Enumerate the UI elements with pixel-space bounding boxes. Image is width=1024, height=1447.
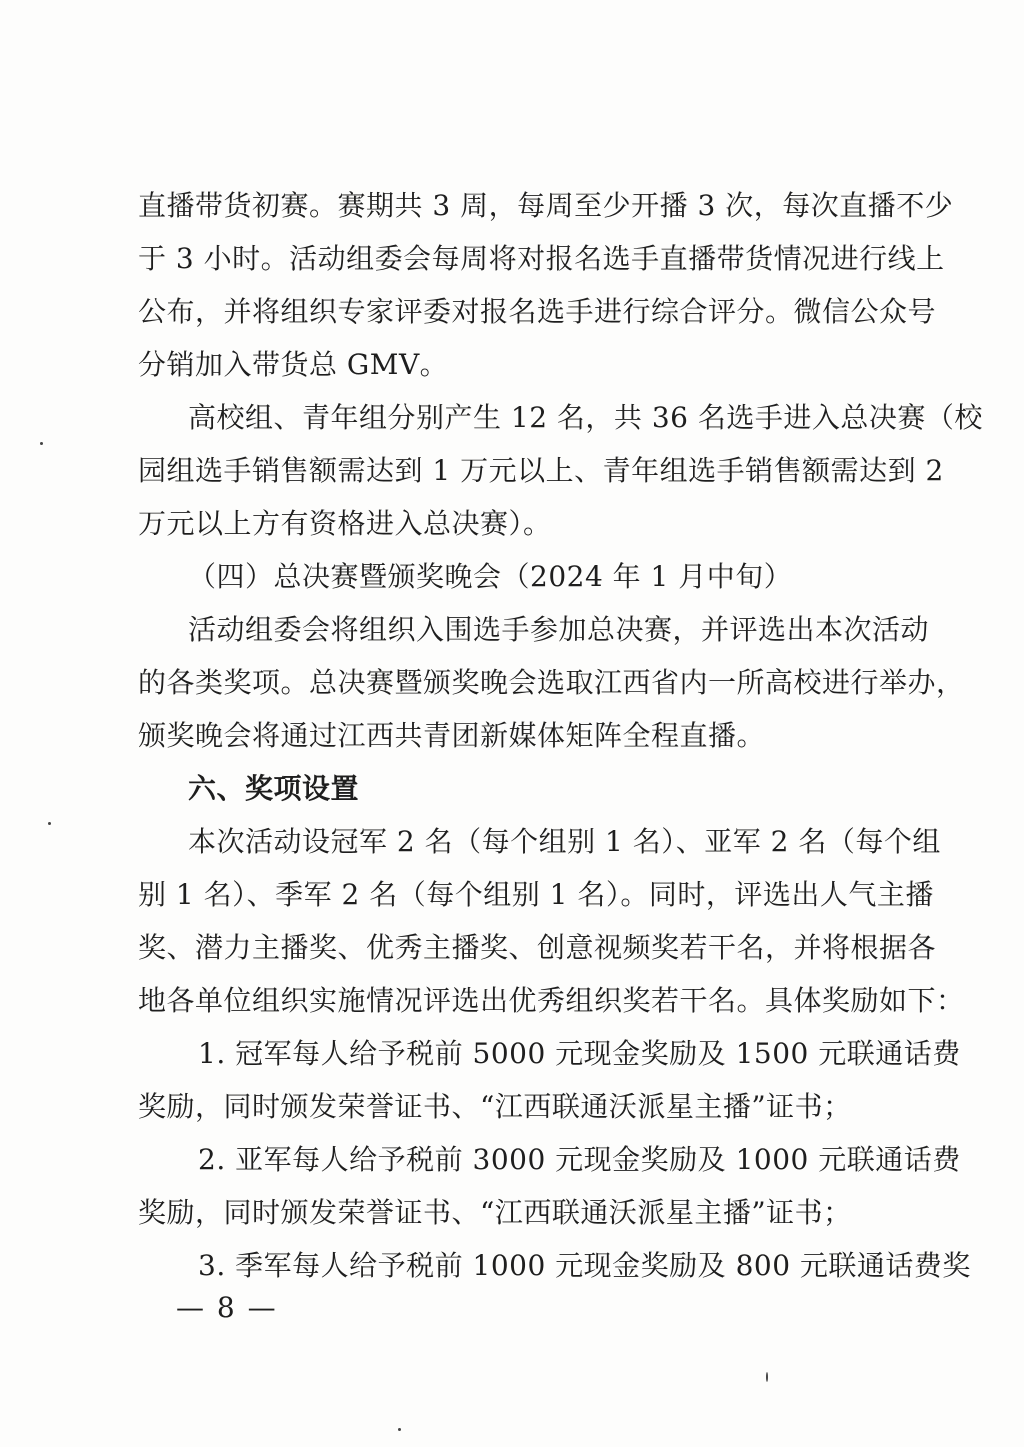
body-line-10: 的各类奖项。总决赛暨颁奖晚会选取江西省内一所高校进行举办，	[138, 666, 965, 699]
award-item-2-line-1: 2. 亚军每人给予税前 3000 元现金奖励及 1000 元联通话费	[198, 1143, 961, 1176]
body-line-14: 别 1 名）、季军 2 名（每个组别 1 名）。同时，评选出人气主播	[138, 878, 934, 911]
body-line-11: 颁奖晚会将通过江西共青团新媒体矩阵全程直播。	[138, 719, 766, 752]
body-line-2: 于 3 小时。活动组委会每周将对报名选手直播带货情况进行线上	[138, 242, 945, 275]
body-line-3: 公布，并将组织专家评委对报名选手进行综合评分。微信公众号	[138, 295, 937, 328]
scan-speck	[40, 442, 43, 445]
page-number: — 8 —	[176, 1291, 278, 1324]
award-item-2-line-2: 奖励，同时颁发荣誉证书、“江西联通沃派星主播”证书；	[138, 1196, 852, 1229]
body-line-6: 园组选手销售额需达到 1 万元以上、青年组选手销售额需达到 2	[138, 454, 944, 487]
section-heading-awards: 六、奖项设置	[188, 772, 360, 805]
award-item-3-line-1: 3. 季军每人给予税前 1000 元现金奖励及 800 元联通话费奖	[198, 1249, 971, 1282]
scan-speck	[48, 822, 51, 825]
scan-speck	[398, 1428, 401, 1431]
body-line-16: 地各单位组织实施情况评选出优秀组织奖若干名。具体奖励如下：	[138, 984, 965, 1017]
body-line-9: 活动组委会将组织入围选手参加总决赛，并评选出本次活动	[188, 613, 930, 646]
body-line-5: 高校组、青年组分别产生 12 名，共 36 名选手进入总决赛（校	[188, 401, 983, 434]
body-line-1: 直播带货初赛。赛期共 3 周，每周至少开播 3 次，每次直播不少	[138, 189, 954, 222]
body-line-4: 分销加入带货总 GMV。	[138, 348, 449, 381]
section-subheading-4: （四）总决赛暨颁奖晚会（2024 年 1 月中旬）	[188, 560, 793, 593]
scan-speck	[766, 1372, 768, 1382]
body-line-13: 本次活动设冠军 2 名（每个组别 1 名）、亚军 2 名（每个组	[188, 825, 941, 858]
body-line-15: 奖、潜力主播奖、优秀主播奖、创意视频奖若干名，并将根据各	[138, 931, 937, 964]
body-line-7: 万元以上方有资格进入总决赛）。	[138, 507, 552, 540]
award-item-1-line-2: 奖励，同时颁发荣誉证书、“江西联通沃派星主播”证书；	[138, 1090, 852, 1123]
award-item-1-line-1: 1. 冠军每人给予税前 5000 元现金奖励及 1500 元联通话费	[198, 1037, 961, 1070]
